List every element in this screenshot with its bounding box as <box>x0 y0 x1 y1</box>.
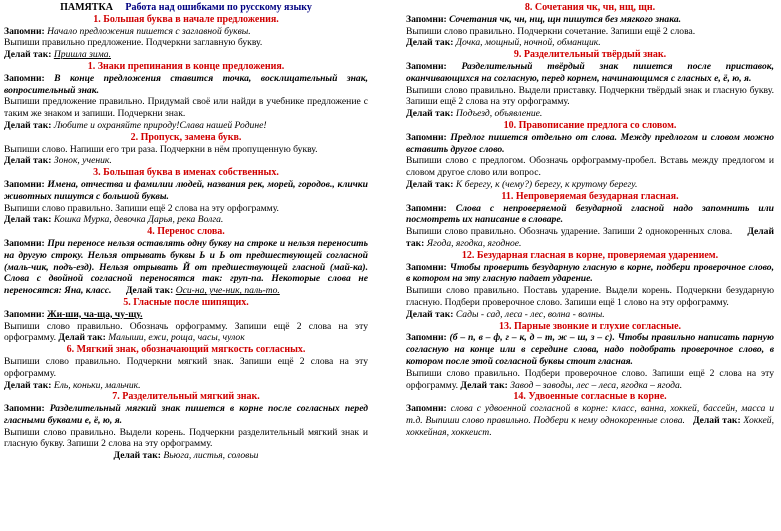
do-label: Делай так: <box>4 155 52 167</box>
do-label: Делай так: <box>460 379 508 391</box>
rule-line <box>4 26 368 38</box>
do-label: Делай так: <box>4 49 52 61</box>
do-label: Делай так: <box>406 108 454 120</box>
example-line <box>406 179 774 191</box>
task-text: Выпиши слово правильно. Подчеркни мягкий знак. Запиши ещё 2 слова на эту орфограмму. <box>4 355 368 379</box>
rule-label: Запомни: <box>4 72 45 84</box>
task-text: Выпиши слово правильно. Поставь ударение. Выдели корень. Подчеркни безударную гласную. Подбери проверочное слово. Запиши ещё 1 слово на эту орфограмму. <box>406 285 774 308</box>
rule-label: Запомни: <box>4 237 45 249</box>
rule-text: Слова с непроверяемой безударной гласной надо запомнить или посмотреть их написание в словаре. <box>406 202 774 226</box>
rule-label: Запомни: <box>406 403 447 415</box>
rule-text: Сочетания чк, чн, нщ, щн пишутся без мягкого знака. <box>449 13 682 25</box>
section-heading: 10. Правописание предлога со словом. <box>503 119 677 131</box>
rule-label: Запомни: <box>4 178 45 190</box>
rule-line <box>406 61 774 85</box>
rule-text: Разделительный твёрдый знак пишется после приставок, оканчивающихся на согласную, перед корнем, начинающимся с гласных е, ё, ю, я. <box>406 60 774 84</box>
rule-label: Запомни: <box>406 332 447 344</box>
task-text: Выпиши слово правильно. Выдели корень. Подчеркни разделительный мягкий знак и гласную букву. Запиши 2 слова на эту орфограмму. <box>4 426 368 450</box>
rule-text: (б – п, в – ф, г – к, д – т, ж – ш, з – с). Чтобы правильно написать парную согласную на конце или в середине слова, надо подобрать проверочное слово, в котором после этой согласной буквы стоит гласная. <box>406 332 774 367</box>
section-heading: 14. Удвоенные согласные в корне. <box>513 391 667 403</box>
task-text-inline: Выпиши слово правильно. Обозначь ударение. Запиши 2 однокоренных слова. <box>406 226 733 238</box>
example-line <box>4 120 368 132</box>
rule-line <box>4 309 368 321</box>
task-text: Выпиши слово. Напиши его три раза. Подчеркни в нём пропущенную букву. <box>4 143 318 155</box>
section-heading: 9. Разделительный твёрдый знак. <box>513 49 667 61</box>
do-label: Делай так: <box>4 214 52 226</box>
example-text: Ягода, ягодка, ягодное. <box>426 237 522 249</box>
example-text: Завод – заводы, лес – леса, ягодка – ягода. <box>510 379 683 391</box>
task-text <box>406 226 774 250</box>
do-label: Делай так: <box>406 226 775 249</box>
title-text: Работа над ошибками по русскому языку <box>125 2 312 13</box>
rule-text: В конце предложения ставится точка, восклицательный знак, вопросительный знак. <box>4 72 368 96</box>
rule-label: Запомни: <box>406 60 447 72</box>
rule-line <box>406 14 774 26</box>
example-line <box>4 214 368 226</box>
task-text-inline: Выпиши слово правильно. Обозначь орфограмму. Запиши ещё 2 слова на эту орфограмму. <box>4 320 368 344</box>
page-title <box>4 2 368 14</box>
example-text: Кошка Мурка, девочка Дарья, река Волга. <box>53 214 224 226</box>
title-lead: ПАМЯТКА <box>60 2 113 13</box>
example-text: Малыши, ежи, роща, часы, чулок <box>108 332 245 344</box>
example-line <box>406 37 774 49</box>
section-heading: 11. Непроверяемая безударная гласная. <box>501 190 679 202</box>
rule-label: Запомни: <box>406 261 447 273</box>
task-text <box>4 321 368 345</box>
section-heading: 7. Разделительный мягкий знак. <box>112 391 260 403</box>
rule-line <box>4 403 368 427</box>
example-text: Хоккей, хоккейная, хоккеист. <box>406 414 774 438</box>
rule-line <box>406 403 774 438</box>
example-line <box>4 49 368 61</box>
section-heading: 5. Гласные после шипящих. <box>123 296 249 308</box>
task-text: Выпиши слово правильно. Выдели приставку. Подчеркни твёрдый знак и гласную букву. Запиши ещё 2 слова на эту орфограмму. <box>406 84 774 108</box>
example-line <box>4 380 368 392</box>
section-heading: 6. Мягкий знак, обозначающий мягкость согласных. <box>66 344 306 356</box>
example-text: Пришла зима. <box>53 49 111 61</box>
example-text: Любите и охраняйте природу!Слава нашей Родине! <box>53 119 267 131</box>
section-heading: 4. Перенос слова. <box>147 226 225 238</box>
task-text: Выпиши слово правильно. Запиши ещё 2 слова на эту орфограмму. <box>4 202 279 214</box>
rule-text: Разделительный мягкий знак пишется в корне после согласных перед гласными буквами е, ё, ю, я. <box>4 403 368 426</box>
example-text: К берегу, к (чему?) берегу, к крутому берегу. <box>455 178 638 190</box>
task-text: Выпиши слово с предлогом. Обозначь орфограмму-пробел. Вставь между предлогом и словом другое слово или вопрос. <box>406 155 774 179</box>
section-heading: 1. Знаки препинания в конце предложения. <box>87 60 285 72</box>
section-heading: 2. Пропуск, замена букв. <box>130 131 242 143</box>
rule-text: При переносе нельзя оставлять одну букву на строке и нельзя переносить на другую строку. Нельзя отрывать буквы Ь и Ь от предшествующей согласной (маль-чик, подъ-езд). Нельзя отрывать Й от предшествующей гласной (май-ка). Слова с двойной согласной переносятся так: груп-па. Некоторые слова не переносятся: Яна, класс. <box>4 237 369 297</box>
rule-line <box>406 132 774 156</box>
rule-text: Предлог пишется отдельно от слова. Между предлогом и словом можно вставить другое слово. <box>406 131 774 155</box>
rule-label: Запомни: <box>406 131 447 143</box>
rule-line <box>4 73 368 97</box>
rule-label: Запомни: <box>4 403 45 415</box>
task-text: Выпиши правильно предложение. Подчеркни заглавную букву. <box>4 37 263 49</box>
example-text: Зонок, ученик. <box>53 155 112 167</box>
task-text: Выпиши предложение правильно. Придумай своё или найди в учебнике предложение с таким же знаком и запиши. Подчеркни знак. <box>4 96 368 120</box>
task-text <box>406 368 774 392</box>
rule-label: Запомни: <box>406 202 447 214</box>
section-heading: 1. Большая буква в начале предложения. <box>93 13 279 25</box>
rule-text: Начало предложения пишется с заглавной буквы. <box>47 25 251 37</box>
do-label: Делай так: <box>113 450 161 462</box>
example-line <box>4 450 368 462</box>
do-label: Делай так: <box>4 119 52 131</box>
example-line <box>4 155 368 167</box>
rule-text: Жи-ши, ча-ща, чу-щу. <box>47 308 143 320</box>
section-heading: 3. Большая буква в именах собственных. <box>93 167 279 179</box>
rule-text: Чтобы проверить безударную гласную в корне, подбери проверочное слово, в котором на эту гласную падает ударение. <box>406 261 775 285</box>
do-label: Делай так: <box>692 414 741 426</box>
rule-line <box>406 262 774 286</box>
left-column <box>4 2 368 462</box>
rule-label: Запомни: <box>4 25 45 37</box>
do-label: Делай так: <box>406 178 454 190</box>
example-text: Дочка, мощный, ночной, обманщик. <box>455 37 601 49</box>
rule-line <box>4 179 368 203</box>
do-label: Делай так: <box>4 379 52 391</box>
rule-line <box>406 332 774 367</box>
section-heading: 12. Безударная гласная в корне, проверяемая ударением. <box>461 249 719 261</box>
rule-line <box>4 238 368 297</box>
section-heading: 8. Сочетания чк, чн, нщ, щн. <box>524 2 656 13</box>
example-text: Ель, коньки, мальчик. <box>53 379 141 391</box>
example-line <box>406 309 774 321</box>
right-column <box>406 2 774 438</box>
example-text: Сады - сад, леса - лес, волна - волны. <box>455 308 605 320</box>
example-text: Оси-на, уче-ник, паль-то. <box>175 285 280 297</box>
task-text: Выпиши слово правильно. Подчеркни сочетание. Запиши ещё 2 слова. <box>406 25 696 37</box>
example-text: Вьюга, листья, соловьи <box>163 450 259 462</box>
rule-text: слова с удвоенной согласной в корне: класс, ванна, хоккей, бассейн, масса и т.д. Выпиши слово правильно. Подбери к нему однокоренные слова. <box>406 403 774 426</box>
do-label: Делай так: <box>406 37 454 49</box>
task-text-inline: Выпиши слово правильно. Подбери проверочное слово. Запиши ещё 2 слова на эту орфограмму. <box>406 367 774 391</box>
rule-text: Имена, отчества и фамилии людей, названия рек, морей, городов., клички животных пишутся с большой буквы. <box>4 178 369 202</box>
section-heading: 13. Парные звонкие и глухие согласные. <box>498 320 682 332</box>
do-label: Делай так: <box>406 308 454 320</box>
example-text: Подъезд, объявление. <box>455 108 543 120</box>
rule-line <box>406 203 774 227</box>
rule-label: Запомни: <box>406 13 447 25</box>
do-label: Делай так: <box>125 285 174 297</box>
example-line <box>406 108 774 120</box>
rule-label: Запомни: <box>4 308 45 320</box>
do-label: Делай так: <box>58 332 106 344</box>
